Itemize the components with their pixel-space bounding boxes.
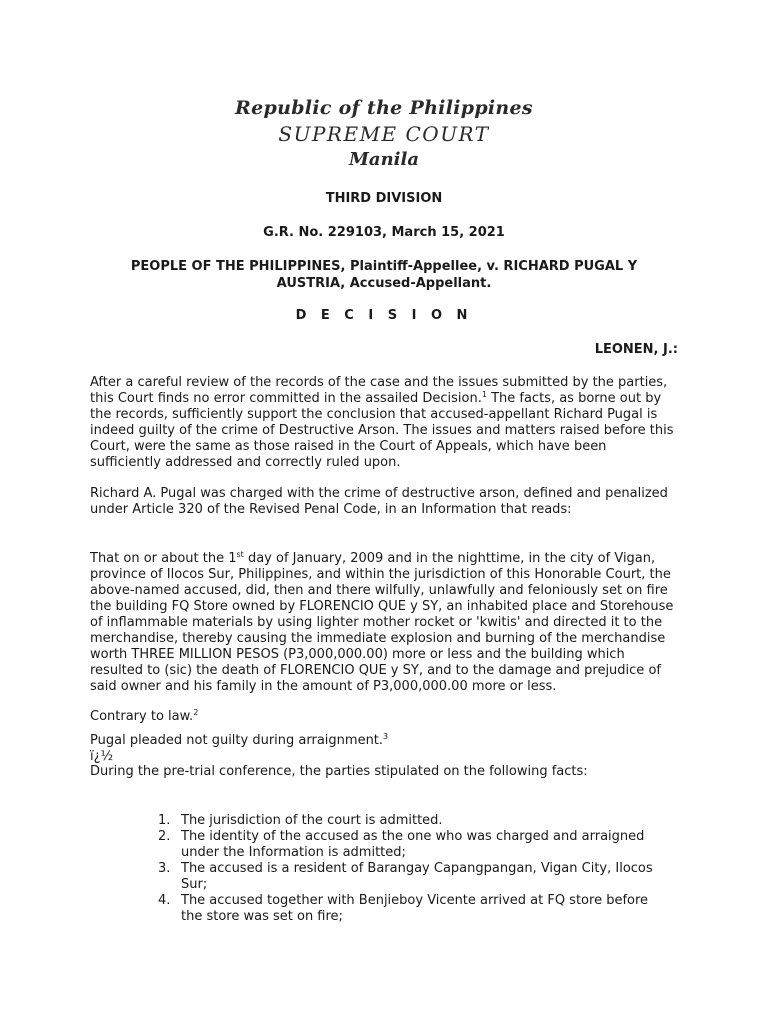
plea-text: Pugal pleaded not guilty during arraignment. — [90, 733, 384, 748]
list-item-text: The accused is a resident of Barangay Capangpangan, Vigan City, Ilocos Sur; — [181, 861, 653, 892]
case-number: G.R. No. 229103, March 15, 2021 — [263, 225, 505, 240]
list-item-number: 2. — [158, 829, 171, 844]
list-item-text: The identity of the accused as the one who was charged and arraigned under the Information is admitted; — [181, 829, 645, 860]
list-item — [155, 893, 665, 925]
paragraph-charge: Richard A. Pugal was charged with the crime of destructive arson, defined and penalized under Article 320 of the Revised Penal Code, in an Information that reads: — [90, 486, 668, 517]
header-republic: Republic of the Philippines — [235, 97, 533, 119]
footnote-ref-2[interactable]: 2 — [193, 708, 199, 717]
case-parties: PEOPLE OF THE PHILIPPINES, Plaintiff-Appellee, v. RICHARD PUGAL Y AUSTRIA, Accused-Appellant. — [130, 259, 638, 291]
list-item-number: 3. — [158, 861, 171, 876]
paragraph-contrary — [90, 709, 680, 725]
division-heading: THIRD DIVISION — [325, 191, 443, 206]
footnote-ref-3[interactable]: 3 — [383, 732, 389, 741]
paragraph-plea — [90, 733, 680, 749]
ordinal-suffix: st — [236, 550, 244, 559]
paragraph-review-text: After a careful review of the records of the case and the issues submitted by the parties, this Court finds no error committed in the assailed Decision. — [90, 375, 668, 406]
header-city: Manila — [348, 149, 419, 170]
contrary-text: Contrary to law. — [90, 709, 194, 724]
stipulated-facts-list — [155, 813, 665, 925]
list-item-number: 4. — [158, 893, 171, 908]
list-item-number: 1. — [158, 813, 171, 828]
paragraph-review — [90, 375, 680, 471]
list-item-text: The jurisdiction of the court is admitted. — [181, 813, 443, 828]
garbled-characters: ï¿½ — [90, 749, 114, 764]
list-item — [155, 829, 665, 861]
paragraph-review-text-cont: The facts, as borne out by the records, sufficiently support the conclusion that accused-appellant Richard Pugal is indeed guilty of the crime of Destructive Arson. The issues and matters raised before this Court, were the same as those raised in the Court of Appeals, which have been sufficiently addressed and correctly ruled upon. — [90, 391, 674, 470]
paragraph-pretrial: During the pre-trial conference, the parties stipulated on the following facts: — [90, 764, 588, 779]
information-text: That on or about the 1 — [90, 551, 237, 566]
header-court: SUPREME COURT — [278, 122, 490, 146]
footnote-ref-1[interactable]: 1 — [481, 390, 487, 399]
information-text-cont: day of January, 2009 and in the nighttime, in the city of Vigan, province of Ilocos Sur, Philippines, and within the jurisdiction of this Honorable Court, the above-named accused, did, then and there wilfully, unlawfully and feloniously set on fire the building FQ Store owned by FLORENCIO QUE y SY, an inhabited place and Storehouse of inflammable materials by using lighter mother rocket or 'kwitis' and directed it to the merchandise, thereby causing the immediate explosion and burning of the merchandise worth THREE MILLION PESOS (P3,000,000.00) more or less and the building which resulted to (sic) the death of FLORENCIO QUE y SY, and to the damage and prejudice of said owner and his family in the amount of P3,000,000.00 more or less. — [90, 551, 674, 694]
ponente: LEONEN, J.: — [594, 342, 678, 357]
list-item-text: The accused together with Benjieboy Vicente arrived at FQ store before the store was set on fire; — [181, 893, 649, 924]
decision-title: D E C I S I O N — [295, 308, 473, 323]
list-item — [155, 813, 665, 829]
list-item — [155, 861, 665, 893]
paragraph-information — [90, 551, 680, 695]
